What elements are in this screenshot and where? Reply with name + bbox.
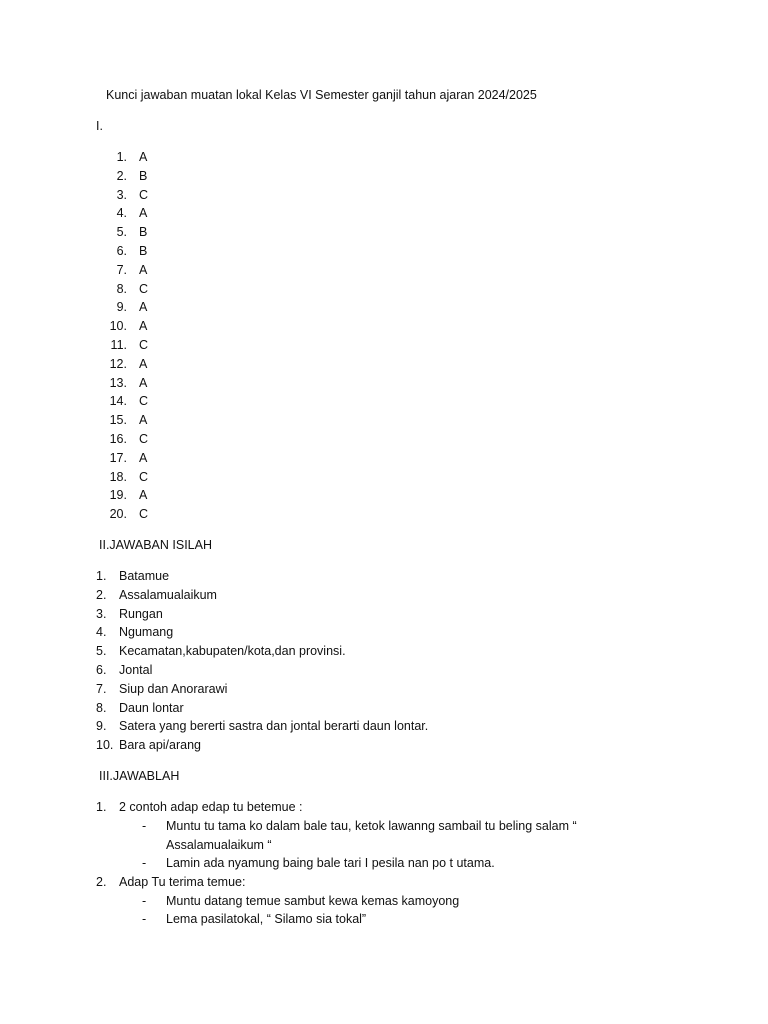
bullet-dash: - xyxy=(142,819,147,833)
section-3-heading: III.JAWABLAH xyxy=(99,769,180,783)
answer-number: 10. xyxy=(96,738,114,753)
answer-text: Daun lontar xyxy=(119,700,184,715)
bullet-dash: - xyxy=(142,912,147,926)
answer-number: 13. xyxy=(109,375,127,390)
answer-number: 8. xyxy=(96,700,107,715)
answer-number: 6. xyxy=(116,244,127,258)
answer-choice: B xyxy=(139,225,148,240)
sub-answer-text: Muntu tu tama ko dalam bale tau, ketok lawanng sambail tu beling salam “ xyxy=(166,819,577,833)
answer-choice: A xyxy=(139,206,148,221)
answer-number: 6. xyxy=(96,663,107,677)
answer-choice: C xyxy=(139,338,149,352)
answer-choice: C xyxy=(139,281,149,296)
answer-number: 5. xyxy=(116,225,127,240)
answer-choice: C xyxy=(139,394,149,409)
answer-number: 11. xyxy=(110,338,127,352)
answer-choice: B xyxy=(139,244,148,258)
answer-choice: A xyxy=(139,488,148,503)
answer-choice: A xyxy=(139,300,148,315)
answer-choice: C xyxy=(139,432,149,446)
sub-answer-text: Lema pasilatokal, “ Silamo sia tokal” xyxy=(166,912,367,926)
answer-number: 1. xyxy=(116,150,127,164)
bullet-dash: - xyxy=(142,856,147,870)
answer-number: 4. xyxy=(116,206,127,221)
question-number: 2. xyxy=(96,874,107,889)
answer-number: 10. xyxy=(109,319,127,334)
answer-number: 14. xyxy=(109,394,127,409)
section-1-heading: I. xyxy=(96,119,103,133)
question-text: Adap Tu terima temue: xyxy=(119,874,246,889)
answer-choice: A xyxy=(139,262,148,277)
answer-text: Satera yang bererti sastra dan jontal berarti daun lontar. xyxy=(119,719,429,734)
question-text: 2 contoh adap edap tu betemue : xyxy=(119,800,303,814)
answer-number: 3. xyxy=(96,606,107,621)
answer-number: 7. xyxy=(116,262,127,277)
section-2-heading: II.JAWABAN ISILAH xyxy=(99,538,212,552)
answer-number: 5. xyxy=(96,644,107,659)
document-title: Kunci jawaban muatan lokal Kelas VI Semester ganjil tahun ajaran 2024/2025 xyxy=(106,88,537,102)
answer-choice: C xyxy=(139,507,149,522)
answer-choice: C xyxy=(139,187,149,202)
answer-number: 17. xyxy=(109,450,127,465)
answer-number: 20. xyxy=(109,507,127,522)
answer-number: 15. xyxy=(109,413,127,428)
answer-number: 18. xyxy=(109,469,127,484)
answer-number: 1. xyxy=(96,569,107,583)
answer-choice: B xyxy=(139,168,148,183)
answer-choice: A xyxy=(139,450,148,465)
answer-number: 9. xyxy=(96,719,107,734)
answer-number: 12. xyxy=(109,356,127,371)
answer-text: Bara api/arang xyxy=(119,738,202,753)
answer-choice: A xyxy=(139,375,148,390)
answer-choice: C xyxy=(139,469,149,484)
question-number: 1. xyxy=(96,800,107,814)
answer-text: Kecamatan,kabupaten/kota,dan provinsi. xyxy=(119,644,346,659)
answer-number: 19. xyxy=(109,488,127,503)
answer-number: 7. xyxy=(96,681,107,696)
answer-text: Assalamualaikum xyxy=(119,587,217,602)
answer-text: Jontal xyxy=(119,663,153,677)
answer-text: Ngumang xyxy=(119,625,174,640)
answer-text: Siup dan Anorarawi xyxy=(119,681,228,696)
answer-number: 4. xyxy=(96,625,107,640)
answer-choice: A xyxy=(139,356,148,371)
answer-text: Rungan xyxy=(119,606,163,621)
answer-number: 8. xyxy=(116,281,127,296)
answer-number: 2. xyxy=(96,587,107,602)
answer-number: 16. xyxy=(109,432,127,446)
sub-answer-text: Lamin ada nyamung baing bale tari I pesila nan po t utama. xyxy=(166,856,495,870)
answer-number: 9. xyxy=(116,300,127,315)
bullet-dash: - xyxy=(142,893,147,908)
sub-answer-text: Muntu datang temue sambut kewa kemas kamoyong xyxy=(166,893,460,908)
answer-text: Batamue xyxy=(119,569,170,583)
answer-number: 3. xyxy=(116,187,127,202)
answer-choice: A xyxy=(139,413,148,428)
answer-choice: A xyxy=(139,319,148,334)
answer-choice: A xyxy=(139,150,148,164)
sub-answer-text-continued: Assalamualaikum “ xyxy=(166,837,272,852)
answer-number: 2. xyxy=(116,168,127,183)
